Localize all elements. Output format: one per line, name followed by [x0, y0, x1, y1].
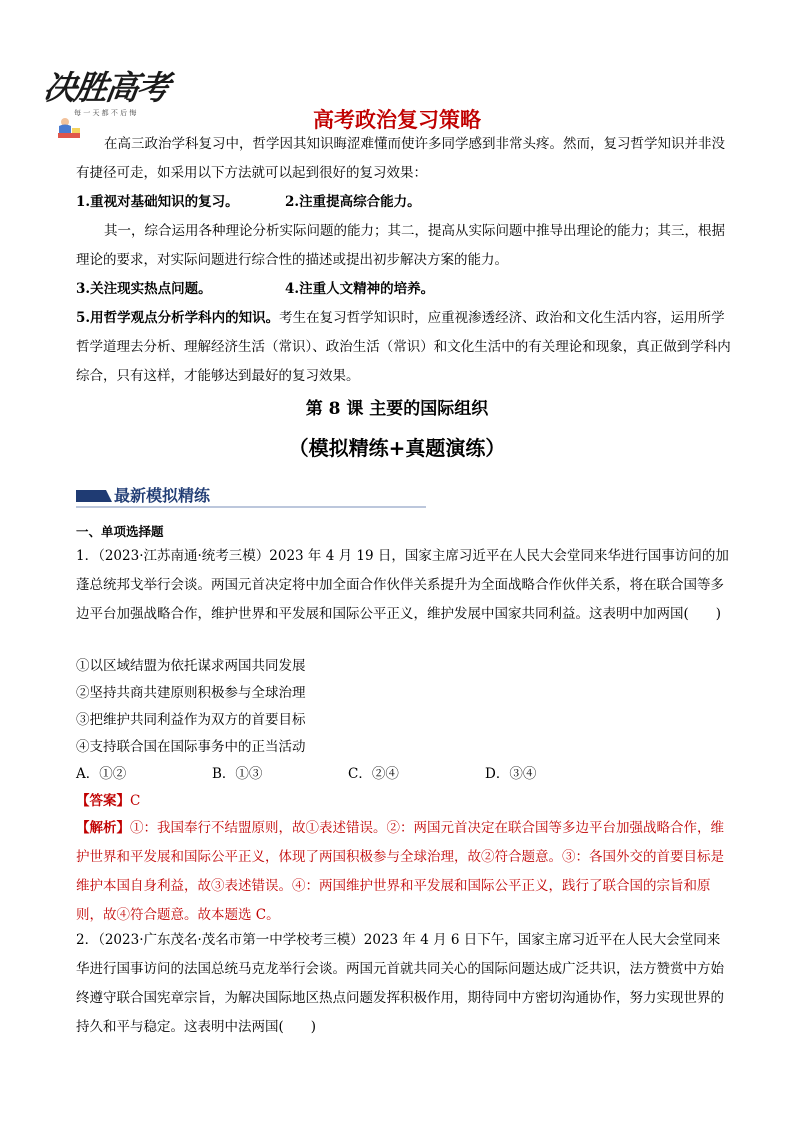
lesson-subtitle: （模拟精练+真题演练） — [288, 436, 506, 460]
answer-value: C — [130, 793, 141, 809]
part-title: 一、单项选择题 — [76, 524, 164, 539]
q1-statement-1: ①以区域结盟为依托谋求两国共同发展 — [76, 658, 306, 674]
method-5-paragraph — [76, 304, 732, 391]
answer-label: 【答案】 — [76, 793, 130, 809]
question-2-stem: 2．（2023·广东茂名·茂名市第一中学校考三模）2023 年 4 月 6 日下午，国家主席习近平在人民大会堂同来华进行国事访问的法国总统马克龙举行会谈。两国元首就共同关心的国际问题达成广泛共识，法方赞赏中方始终遵守联合国宪章宗旨，为解决国际地区热点问题发挥积极作用，期待同中方密切沟通协作，努力实现世界的持久和平与稳定。这表明中法两国( ) — [76, 932, 724, 1035]
q1-answer — [76, 787, 140, 816]
method-2: 2.注重提高综合能力。 — [285, 194, 421, 210]
analysis-label: 【解析】 — [76, 820, 130, 836]
q1-choice-b: B．①③ — [212, 766, 263, 782]
lesson-title: 第 8 课 主要的国际组织 — [305, 399, 489, 419]
q1-statement-3: ③把维护共同利益作为双方的首要目标 — [76, 712, 306, 728]
section-title: 最新模拟精练 — [114, 486, 211, 505]
method-3: 3.关注现实热点问题。 — [76, 281, 212, 297]
method-1: 1.重视对基础知识的复习。 — [76, 194, 239, 210]
intro-paragraph: 在高三政治学科复习中，哲学因其知识晦涩难懂而使许多同学感到非常头疼。然而，复习哲学知识并非没有捷径可走，如采用以下方法就可以起到很好的复习效果： — [76, 136, 725, 181]
method-5-detail: 考生在复习哲学知识时，应重视渗透经济、政治和文化生活内容，运用所学哲学道理去分析、理解经济生活（常识）、政治生活（常识）和文化生活中的有关理论和现象，真正做到学科内综合，只有这样，才能够达到最好的复习效果。 — [76, 310, 731, 384]
method-2-detail: 其一，综合运用各种理论分析实际问题的能力；其二，提高从实际问题中推导出理论的能力；其三，根据理论的要求，对实际问题进行综合性的描述或提出初步解决方案的能力。 — [76, 223, 725, 268]
q1-choice-d: D．③④ — [485, 766, 537, 782]
q1-statement-2: ②坚持共商共建原则积极参与全球治理 — [76, 685, 306, 701]
analysis-text: ①：我国奉行不结盟原则，故①表述错误。②：两国元首决定在联合国等多边平台加强战略合作，维护世界和平发展和国际公平正义，体现了两国积极参与全球治理，故②符合题意。③：各国外交的首要目标是维护本国自身利益，故③表述错误。④：两国维护世界和平发展和国际公平正义，践行了联合国的宗旨和原则，故④符合题意。故本题选 C。 — [76, 820, 724, 923]
q1-choice-c: C．②④ — [348, 766, 399, 782]
q1-statement-4: ④支持联合国在国际事务中的正当活动 — [76, 739, 306, 755]
q1-choice-a: A．①② — [76, 766, 127, 782]
logo-text: 决胜高考 — [40, 68, 171, 107]
method-4: 4.注重人文精神的培养。 — [285, 281, 435, 297]
page-title: 高考政治复习策略 — [313, 108, 481, 132]
q1-analysis — [76, 814, 732, 930]
question-1-stem: 1．（2023·江苏南通·统考三模）2023 年 4 月 19 日，国家主席习近平在人民大会堂同来华进行国事访问的加蓬总统邦戈举行会谈。两国元首决定将中加全面合作伙伴关系提升为全面战略合作伙伴关系，将在联合国等多边平台加强战略合作，维护世界和平发展和国际公平正义，维护发展中国家共同利益。这表明中加两国( ) — [76, 548, 729, 622]
logo-subtext: 每 一 天 都 不 后 悔 — [74, 109, 137, 117]
method-5: 5.用哲学观点分析学科内的知识。 — [76, 310, 280, 326]
